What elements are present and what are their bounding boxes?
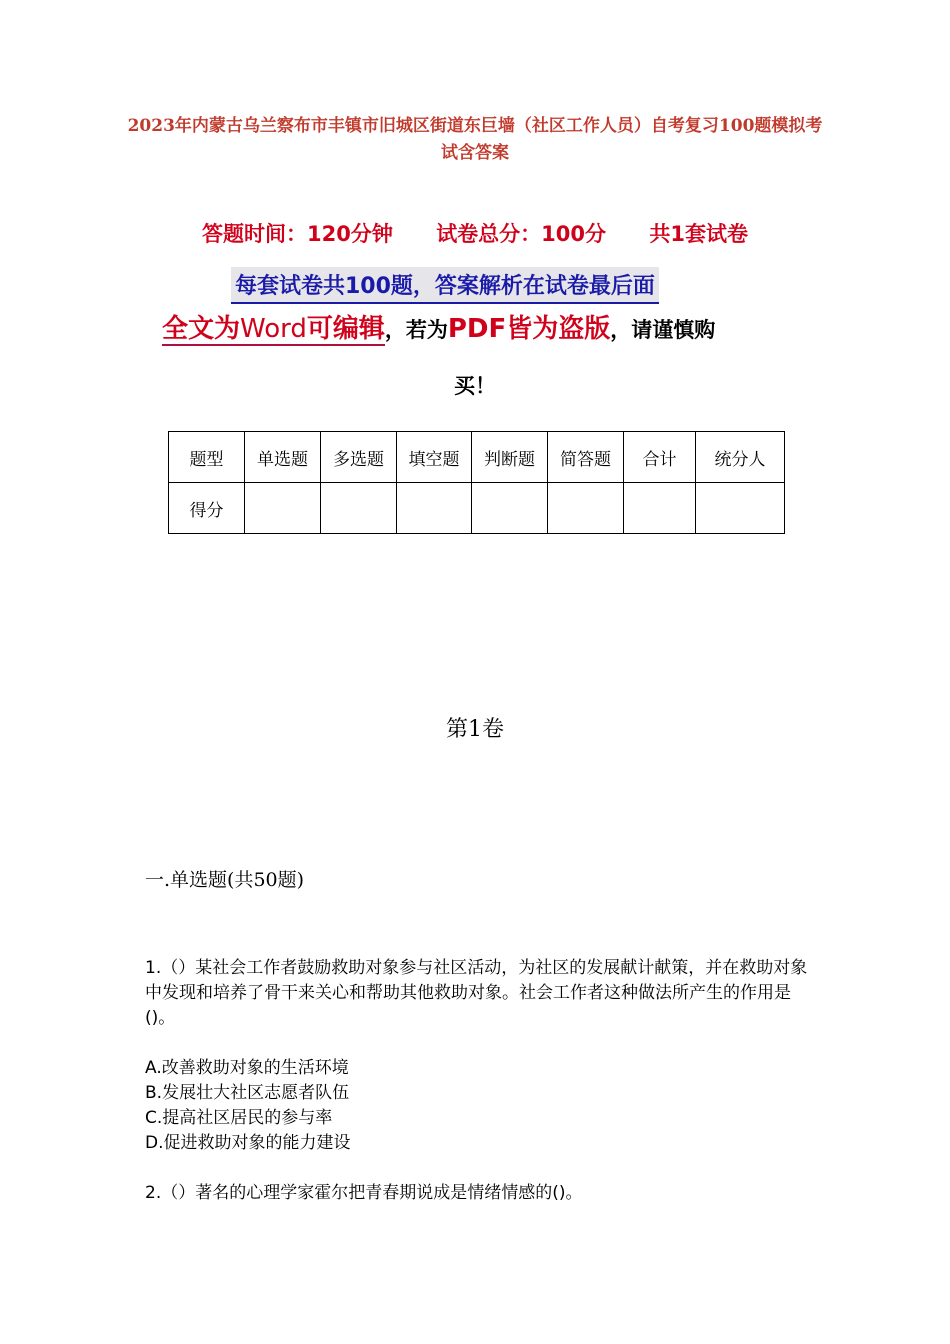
question-1 <box>145 956 810 1156</box>
exam-time: 答题时间：120分钟 <box>202 222 393 246</box>
warning-word: Word <box>240 314 307 344</box>
document-title: 2023年内蒙古乌兰察布市丰镇市旧城区街道东巨墙（社区工作人员）自考复习100题模拟考试含答案 <box>127 116 823 163</box>
header-cell: 合计 <box>624 432 696 483</box>
section-heading: 一.单选题(共50题) <box>145 869 305 891</box>
score-cell[interactable] <box>624 483 696 534</box>
score-cell[interactable] <box>472 483 548 534</box>
header-cell: 多选题 <box>321 432 397 483</box>
score-cell[interactable] <box>696 483 785 534</box>
option-d: D.促进救助对象的能力建设 <box>145 1133 351 1153</box>
header-cell: 统分人 <box>696 432 785 483</box>
warning-editable: 可编辑 <box>306 314 385 344</box>
question-2 <box>145 1181 810 1206</box>
exam-total-score: 试卷总分：100分 <box>436 222 607 246</box>
question-stem: 2.（）著名的心理学家霍尔把青春期说成是情绪情感的()。 <box>145 1183 583 1203</box>
answer-notice: 每套试卷共100题，答案解析在试卷最后面 <box>231 267 659 304</box>
option-a: A.改善救助对象的生活环境 <box>145 1058 349 1078</box>
volume-heading: 第1卷 <box>446 717 504 742</box>
header-cell: 简答题 <box>548 432 624 483</box>
option-b: B.发展壮大社区志愿者队伍 <box>145 1083 350 1103</box>
score-table-score-row <box>169 483 785 534</box>
row-label-cell: 得分 <box>169 483 245 534</box>
header-cell: 题型 <box>169 432 245 483</box>
header-cell: 填空题 <box>397 432 472 483</box>
score-table <box>168 431 785 534</box>
exam-meta <box>0 218 950 248</box>
warning-part1: 全文为Word可编辑 <box>162 314 385 344</box>
score-cell[interactable] <box>321 483 397 534</box>
option-c: C.提高社区居民的参与率 <box>145 1108 333 1128</box>
header-cell: 单选题 <box>245 432 321 483</box>
warning-comma1: ，若为 <box>384 318 448 342</box>
score-cell[interactable] <box>548 483 624 534</box>
score-cell[interactable] <box>397 483 472 534</box>
header-cell: 判断题 <box>472 432 548 483</box>
warning-comma2: ，请谨慎购 <box>610 318 716 342</box>
piracy-warning <box>162 312 802 347</box>
exam-set-count: 共1套试卷 <box>649 222 748 246</box>
score-table-header-row <box>169 432 785 483</box>
score-cell[interactable] <box>245 483 321 534</box>
question-stem: 1.（）某社会工作者鼓励救助对象参与社区活动，为社区的发展献计献策，并在救助对象中发现和培养了骨干来关心和帮助其他救助对象。社会工作者这种做法所产生的作用是()。 <box>145 958 808 1028</box>
warning-end: 买！ <box>454 374 496 398</box>
warning-pdf: PDF皆为盗版 <box>447 314 611 344</box>
